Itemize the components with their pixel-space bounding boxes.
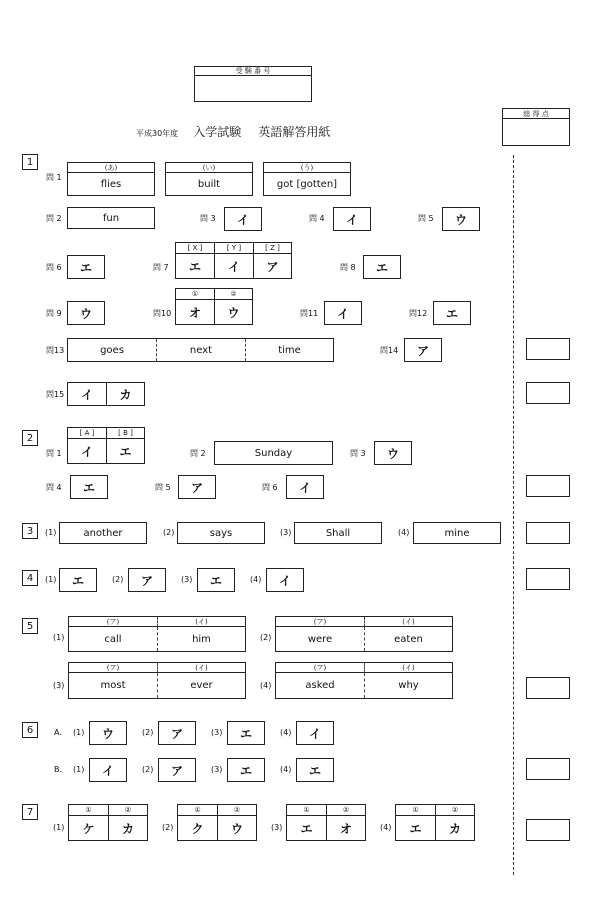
s1-q1-part-u-header: (う) bbox=[264, 163, 350, 173]
s6-row-b-label: B. bbox=[54, 765, 63, 774]
s5-item-2-answer-box[interactable] bbox=[275, 616, 453, 652]
s5-item-4-answer-a: asked bbox=[276, 673, 365, 698]
s1-q15-answer-box[interactable] bbox=[67, 382, 145, 406]
exam-number-label: 受 験 番 号 bbox=[195, 67, 311, 76]
s5-item-4-answer-box[interactable] bbox=[275, 662, 453, 699]
s6-a-item-3-answer-box[interactable] bbox=[227, 721, 265, 745]
s6-row-a-label: A. bbox=[54, 728, 62, 737]
s1-q4-answer-box[interactable] bbox=[333, 207, 371, 231]
score-box-3[interactable] bbox=[526, 522, 570, 544]
s5-item-1-header-a: (ア) bbox=[69, 617, 158, 627]
s1-q1-part-a-header: (あ) bbox=[68, 163, 154, 173]
s1-q5-label: 問 5 bbox=[418, 214, 434, 223]
score-box-7[interactable] bbox=[526, 819, 570, 841]
s1-q15-answer-2: カ bbox=[119, 387, 132, 402]
s1-q1-part-a-answer: flies bbox=[100, 178, 122, 190]
exam-number-box[interactable] bbox=[194, 66, 312, 102]
s6-a-item-2-answer: ア bbox=[170, 726, 183, 741]
s1-q7-header-z: [ Z ] bbox=[254, 243, 291, 254]
s5-item-1-answer-i: him bbox=[192, 633, 211, 645]
s1-q8-answer: エ bbox=[375, 260, 388, 275]
s1-q11-answer: イ bbox=[336, 306, 349, 321]
s5-item-2-answer-a: were bbox=[276, 627, 365, 651]
s2-q6-answer: イ bbox=[298, 480, 311, 495]
s1-q12-answer: エ bbox=[445, 306, 458, 321]
s6-b-item-3-label: (3) bbox=[211, 765, 223, 774]
s1-q4-answer: イ bbox=[345, 212, 358, 227]
s2-q1-header-a: [ A ] bbox=[68, 428, 107, 439]
s1-q6-label: 問 6 bbox=[46, 263, 62, 272]
s1-q12-answer-box[interactable] bbox=[433, 301, 471, 325]
s5-item-1-header-i: (イ) bbox=[158, 617, 245, 627]
s5-item-1-label: (1) bbox=[53, 633, 65, 642]
s4-item-1-answer-box[interactable] bbox=[59, 568, 97, 592]
s3-item-4-answer: mine bbox=[444, 527, 470, 539]
s2-q2-answer: Sunday bbox=[254, 447, 293, 459]
s1-q1-part-i[interactable] bbox=[165, 162, 253, 196]
s6-b-item-4-answer-box[interactable] bbox=[296, 758, 334, 782]
s1-q7-answer-y: イ bbox=[215, 254, 254, 278]
s2-q1-answer-box[interactable] bbox=[67, 427, 145, 464]
s4-item-3-answer: エ bbox=[209, 573, 222, 588]
s1-q10-answer-2: ウ bbox=[227, 305, 240, 320]
s1-q3-answer-box[interactable] bbox=[224, 207, 262, 231]
s1-q10-answer-1: オ bbox=[176, 300, 215, 324]
s2-q1-label: 問 1 bbox=[46, 449, 62, 458]
section-7-number: 7 bbox=[22, 804, 38, 820]
s5-item-2-label: (2) bbox=[260, 633, 272, 642]
s6-a-item-1-answer-box[interactable] bbox=[89, 721, 127, 745]
s1-q9-label: 問 9 bbox=[46, 309, 62, 318]
s4-item-1-label: (1) bbox=[45, 575, 57, 584]
s5-item-4-header-i: (イ) bbox=[365, 663, 452, 673]
s3-item-2-label: (2) bbox=[163, 528, 175, 537]
s6-a-item-2-answer-box[interactable] bbox=[158, 721, 196, 745]
s5-item-1-answer-box[interactable] bbox=[68, 616, 246, 652]
s6-a-item-2-label: (2) bbox=[142, 728, 154, 737]
s1-q12-label: 問12 bbox=[409, 309, 428, 318]
s6-b-item-2-label: (2) bbox=[142, 765, 154, 774]
s3-item-2-answer-box[interactable] bbox=[177, 522, 265, 544]
s6-b-item-1-answer: イ bbox=[101, 763, 114, 778]
s1-q7-answer-box[interactable] bbox=[175, 242, 292, 279]
s4-item-3-label: (3) bbox=[181, 575, 193, 584]
s5-item-1-answer-a: call bbox=[69, 627, 158, 651]
s5-item-4-answer-i: why bbox=[398, 680, 419, 691]
s1-q7-header-x: [ X ] bbox=[176, 243, 215, 254]
s6-b-item-3-answer-box[interactable] bbox=[227, 758, 265, 782]
s5-item-3-answer-i: ever bbox=[190, 680, 213, 691]
s7-item-4-answer-1: エ bbox=[396, 816, 436, 840]
s5-item-3-answer-box[interactable] bbox=[68, 662, 246, 699]
s6-a-item-3-label: (3) bbox=[211, 728, 223, 737]
s1-q13-answer-2: next bbox=[157, 339, 246, 361]
score-box-4[interactable] bbox=[526, 568, 570, 590]
s2-q3-answer-box[interactable] bbox=[374, 441, 412, 465]
s1-q7-answer-z: ア bbox=[266, 259, 279, 274]
s7-item-4-label: (4) bbox=[380, 823, 392, 832]
s1-q13-answer-1: goes bbox=[68, 339, 157, 361]
s3-item-4-label: (4) bbox=[398, 528, 410, 537]
s7-item-1-answer-2: カ bbox=[121, 821, 134, 836]
s1-q1-part-a[interactable] bbox=[67, 162, 155, 196]
s7-item-1-header-1: ① bbox=[69, 805, 109, 816]
s6-b-item-1-answer-box[interactable] bbox=[89, 758, 127, 782]
section-2-number: 2 bbox=[22, 430, 38, 446]
s7-item-1-answer-1: ケ bbox=[69, 816, 109, 840]
s1-q3-label: 問 3 bbox=[200, 214, 216, 223]
s1-q6-answer-box[interactable] bbox=[67, 255, 105, 279]
s1-q1-part-u-answer: got [gotten] bbox=[276, 178, 338, 190]
s2-q3-answer: ウ bbox=[386, 446, 399, 461]
section-3-number: 3 bbox=[22, 523, 38, 539]
s1-q13-answer-box[interactable] bbox=[67, 338, 334, 362]
s1-q10-header-1: ① bbox=[176, 289, 215, 300]
s3-item-4-answer-box[interactable] bbox=[413, 522, 501, 544]
s1-q15-label: 問15 bbox=[46, 390, 65, 399]
s1-q1-part-i-header: (い) bbox=[166, 163, 252, 173]
score-column-divider bbox=[513, 155, 514, 875]
s1-q2-answer: fun bbox=[102, 212, 120, 224]
total-score-label: 総 得 点 bbox=[503, 109, 569, 119]
s7-item-2-answer-2: ウ bbox=[230, 821, 243, 836]
s5-item-3-header-i: (イ) bbox=[158, 663, 245, 673]
s1-q1-part-u[interactable] bbox=[263, 162, 351, 196]
s3-item-1-answer: another bbox=[83, 527, 123, 539]
s1-q1-label: 問 1 bbox=[46, 173, 62, 182]
s3-item-3-label: (3) bbox=[280, 528, 292, 537]
title-sub: 英語解答用紙 bbox=[258, 125, 331, 139]
s6-a-item-3-answer: エ bbox=[239, 726, 252, 741]
section-1-number: 1 bbox=[22, 154, 38, 170]
score-box-6[interactable] bbox=[526, 758, 570, 780]
s7-item-3-answer-box[interactable] bbox=[286, 804, 366, 841]
s2-q4-label: 問 4 bbox=[46, 483, 62, 492]
title-main: 入学試験 bbox=[193, 125, 242, 139]
s1-q1-part-i-answer: built bbox=[197, 178, 221, 190]
s4-item-2-answer: ア bbox=[140, 573, 153, 588]
s6-b-item-1-label: (1) bbox=[73, 765, 85, 774]
s5-item-2-answer-i: eaten bbox=[394, 633, 423, 645]
s4-item-4-answer-box[interactable] bbox=[266, 568, 304, 592]
s1-q5-answer-box[interactable] bbox=[442, 207, 480, 231]
s7-item-2-header-2: ② bbox=[218, 805, 256, 816]
s7-item-4-answer-box[interactable] bbox=[395, 804, 475, 841]
s6-a-item-4-answer: イ bbox=[308, 726, 321, 741]
s2-q2-label: 問 2 bbox=[190, 449, 206, 458]
s6-b-item-4-answer: エ bbox=[308, 763, 321, 778]
s6-a-item-1-label: (1) bbox=[73, 728, 85, 737]
s1-q10-answer-box[interactable] bbox=[175, 288, 253, 325]
s5-item-3-label: (3) bbox=[53, 681, 65, 690]
s6-a-item-1-answer: ウ bbox=[101, 726, 114, 741]
s1-q10-label: 問10 bbox=[153, 309, 172, 318]
s2-q2-answer-box[interactable] bbox=[214, 441, 333, 465]
section-4-number: 4 bbox=[22, 570, 38, 586]
s3-item-2-answer: says bbox=[209, 527, 233, 539]
s5-item-2-header-a: (ア) bbox=[276, 617, 365, 627]
s7-item-4-header-2: ② bbox=[436, 805, 474, 816]
s3-item-3-answer: Shall bbox=[325, 527, 351, 539]
s1-q14-label: 問14 bbox=[380, 346, 399, 355]
s4-item-3-answer-box[interactable] bbox=[197, 568, 235, 592]
s2-q6-answer-box[interactable] bbox=[286, 475, 324, 499]
section-6-number: 6 bbox=[22, 722, 38, 738]
s5-item-2-header-i: (イ) bbox=[365, 617, 452, 627]
s4-item-2-answer-box[interactable] bbox=[128, 568, 166, 592]
section-5-number: 5 bbox=[22, 618, 38, 634]
s6-a-item-4-label: (4) bbox=[280, 728, 292, 737]
s4-item-1-answer: エ bbox=[71, 573, 84, 588]
s1-q11-answer-box[interactable] bbox=[324, 301, 362, 325]
s7-item-3-header-2: ② bbox=[327, 805, 365, 816]
s6-b-item-4-label: (4) bbox=[280, 765, 292, 774]
s3-item-1-label: (1) bbox=[45, 528, 57, 537]
s7-item-1-header-2: ② bbox=[109, 805, 147, 816]
s6-b-item-2-answer: ア bbox=[170, 763, 183, 778]
s7-item-3-header-1: ① bbox=[287, 805, 327, 816]
s7-item-3-answer-2: オ bbox=[339, 821, 352, 836]
s1-q7-header-y: [ Y ] bbox=[215, 243, 254, 254]
s1-q5-answer: ウ bbox=[454, 212, 467, 227]
s5-item-3-header-a: (ア) bbox=[69, 663, 158, 673]
s6-a-item-4-answer-box[interactable] bbox=[296, 721, 334, 745]
score-box-5[interactable] bbox=[526, 677, 570, 699]
s2-q4-answer: エ bbox=[82, 480, 95, 495]
s1-q4-label: 問 4 bbox=[309, 214, 325, 223]
s1-q6-answer: エ bbox=[79, 260, 92, 275]
s1-q3-answer: イ bbox=[236, 212, 249, 227]
score-box-1b[interactable] bbox=[526, 382, 570, 404]
s6-b-item-2-answer-box[interactable] bbox=[158, 758, 196, 782]
s7-item-2-answer-box[interactable] bbox=[177, 804, 257, 841]
s7-item-3-label: (3) bbox=[271, 823, 283, 832]
s3-item-1-answer-box[interactable] bbox=[59, 522, 147, 544]
s2-q1-header-b: [ B ] bbox=[107, 428, 144, 439]
s2-q3-label: 問 3 bbox=[350, 449, 366, 458]
s7-item-2-answer-1: ク bbox=[178, 816, 218, 840]
s7-item-2-label: (2) bbox=[162, 823, 174, 832]
s1-q9-answer-box[interactable] bbox=[67, 301, 105, 325]
s1-q14-answer: ア bbox=[416, 343, 429, 358]
s1-q9-answer: ウ bbox=[79, 306, 92, 321]
title-year: 平成30年度 bbox=[136, 129, 179, 138]
s1-q7-label: 問 7 bbox=[153, 263, 169, 272]
s2-q4-answer-box[interactable] bbox=[70, 475, 108, 499]
s1-q2-label: 問 2 bbox=[46, 214, 62, 223]
s5-item-4-header-a: (ア) bbox=[276, 663, 365, 673]
s1-q7-answer-x: エ bbox=[176, 254, 215, 278]
s2-q1-answer-b: エ bbox=[119, 444, 132, 459]
s1-q13-answer-3: time bbox=[278, 344, 301, 356]
s5-item-4-label: (4) bbox=[260, 681, 272, 690]
s2-q5-answer-box[interactable] bbox=[178, 475, 216, 499]
s3-item-3-answer-box[interactable] bbox=[294, 522, 382, 544]
s1-q14-answer-box[interactable] bbox=[404, 338, 442, 362]
s1-q15-answer-1: イ bbox=[68, 383, 107, 405]
page-title bbox=[136, 121, 330, 140]
s1-q11-label: 問11 bbox=[300, 309, 319, 318]
s7-item-1-answer-box[interactable] bbox=[68, 804, 148, 841]
s2-q1-answer-a: イ bbox=[68, 439, 107, 463]
s4-item-4-label: (4) bbox=[250, 575, 262, 584]
s2-q6-label: 問 6 bbox=[262, 483, 278, 492]
s7-item-3-answer-1: エ bbox=[287, 816, 327, 840]
s4-item-4-answer: イ bbox=[278, 573, 291, 588]
s1-q8-label: 問 8 bbox=[340, 263, 356, 272]
s2-q5-label: 問 5 bbox=[155, 483, 171, 492]
s7-item-4-header-1: ① bbox=[396, 805, 436, 816]
s7-item-2-header-1: ① bbox=[178, 805, 218, 816]
s1-q2-answer-box[interactable] bbox=[67, 207, 155, 229]
s7-item-4-answer-2: カ bbox=[448, 821, 461, 836]
s7-item-1-label: (1) bbox=[53, 823, 65, 832]
score-box-2[interactable] bbox=[526, 475, 570, 497]
s2-q5-answer: ア bbox=[190, 480, 203, 495]
s5-item-3-answer-a: most bbox=[69, 673, 158, 698]
s6-b-item-3-answer: エ bbox=[239, 763, 252, 778]
score-box-1[interactable] bbox=[526, 338, 570, 360]
total-score-box[interactable] bbox=[502, 108, 570, 146]
s1-q10-header-2: ② bbox=[215, 289, 252, 300]
s4-item-2-label: (2) bbox=[112, 575, 124, 584]
s1-q13-label: 問13 bbox=[46, 346, 65, 355]
s1-q8-answer-box[interactable] bbox=[363, 255, 401, 279]
